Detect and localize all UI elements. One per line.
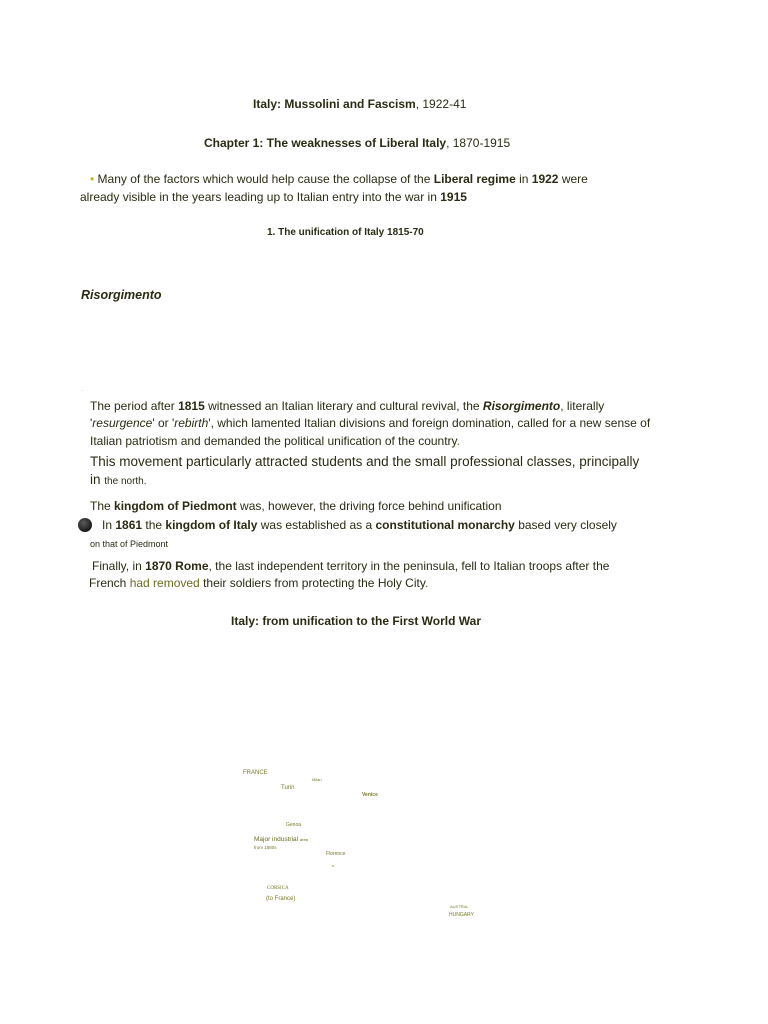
black-bullet-icon xyxy=(78,516,92,534)
map-label-hungary: HUNGARY xyxy=(449,912,474,918)
para5-line1: Finally, in 1870 Rome, the last independent territory in the peninsula, fell to Italian troops after the xyxy=(92,559,610,573)
intro-line-1: • Many of the factors which would help cause the collapse of the Liberal regime in 1922 were xyxy=(90,172,588,186)
para3: The kingdom of Piedmont was, however, the driving force behind unification xyxy=(90,499,502,513)
map-label-milan: Milan xyxy=(312,777,322,782)
map-label-industrial: Major industrial area xyxy=(254,836,308,843)
map-label-corsica: CORSICA xyxy=(267,886,289,891)
risorgimento-heading: Risorgimento xyxy=(81,288,162,302)
para2-line1: This movement particularly attracted students and the small professional classes, principally xyxy=(90,454,640,469)
map-label-venice: Venice xyxy=(362,792,378,798)
para5-line2: French had removed their soldiers from protecting the Holy City. xyxy=(89,576,429,590)
para4-line2: on that of Piedmont xyxy=(90,539,169,549)
map-label-to-france: (to France) xyxy=(266,896,296,902)
chapter-heading: Chapter 1: The weaknesses of Liberal Italy, 1870-1915 xyxy=(204,136,511,150)
section-heading-unification: 1. The unification of Italy 1815-70 xyxy=(267,227,424,238)
map-heading: Italy: from unification to the First World War xyxy=(231,614,482,628)
map-label-austria: AUSTRIA- xyxy=(450,904,469,909)
map-label-france: FRANCE xyxy=(243,770,268,776)
para1-line3: Italian patriotism and demanded the political unification of the country. xyxy=(90,434,461,448)
para1-line2: 'resurgence' or 'rebirth', which lamented Italian divisions and foreign domination, called for a new sense of xyxy=(90,416,651,430)
bullet-icon: • xyxy=(90,172,95,186)
para4-line1: In 1861 the kingdom of Italy was established as a constitutional monarchy based very closely xyxy=(102,518,617,532)
document-title: Italy: Mussolini and Fascism, 1922-41 xyxy=(253,97,467,111)
map-label-genoa: Genoa xyxy=(286,822,302,828)
para2-line2: in the north. xyxy=(90,472,147,487)
stray-dot: · xyxy=(81,388,83,394)
map-label-industrial-date: from 1880s xyxy=(254,845,277,850)
map-label-florence: Florence xyxy=(326,851,346,857)
map-label-dot: s xyxy=(332,863,334,868)
para1-line1: The period after 1815 witnessed an Italian literary and cultural revival, the Risorgimento, literally xyxy=(90,399,605,413)
intro-line-2: already visible in the years leading up to Italian entry into the war in 1915 xyxy=(80,190,467,204)
map-label-turin: Turin xyxy=(281,785,295,791)
